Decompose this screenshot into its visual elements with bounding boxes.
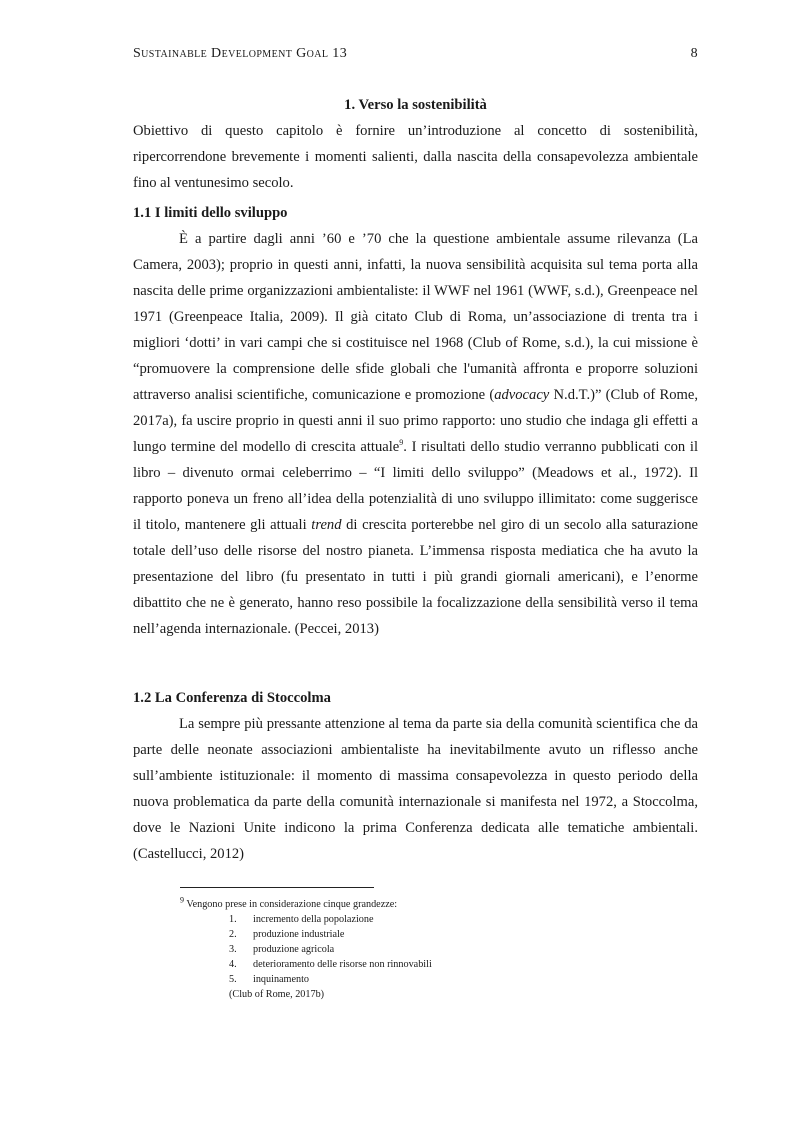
list-item: 2. produzione industriale	[229, 929, 345, 940]
list-item: 1. incremento della popolazione	[229, 914, 374, 925]
chapter-title: 1. Verso la sostenibilità	[344, 97, 487, 113]
section-title-1-1: 1.1 I limiti dello sviluppo	[133, 205, 288, 221]
section-1-2-paragraph: La sempre più pressante attenzione al tema da parte sia della comunità scientifica che da parte delle neonate associazioni ambientaliste ha inevitabilmente avuto un riflesso anche sull’ambiente istituzionale: il momento di massima consapevolezza in questo periodo della nuova problematica da parte della comunità internazionale si manifesta nel 1972, a Stoccolma, dove le Nazioni Unite indicono la prima Conferenza dedicata alle tematiche ambientali. (Castellucci, 2012)	[133, 716, 698, 862]
footnote-intro: $^9$ Vengono prese in considerazione cinque grandezze:	[180, 895, 398, 910]
footnote-reference: 9	[399, 438, 404, 448]
section-1-2	[133, 685, 698, 867]
list-item: 5. inquinamento	[229, 974, 310, 985]
footnote	[180, 897, 640, 1002]
footnote-source: (Club of Rome, 2017b)	[229, 989, 325, 1000]
footnote-list	[180, 912, 640, 987]
section-1-1-paragraph: È a partire dagli anni ’60 e ’70 che la questione ambientale assume rilevanza (La Camera, 2003); proprio in questi anni, infatti, la nuova sensibilità acquisita sul tema porta alla nascita delle prime organizzazioni ambientaliste: il WWF nel 1961 (WWF, s.d.), Greenpeace nel 1971 (Greenpeace Italia, 2009). Il già citato Club di Roma, un’associazione di trenta tra i migliori ‘dotti’ in vari campi che si costituisce nel 1968 (Club of Rome, s.d.), la cui missione è “promuovere la comprensione delle sfide globali che l'umanità affronta e proporre soluzioni attraverso analisi scientifiche, comunicazione e promozione (advocacy N.d.T.)” (Club of Rome, 2017a), fa uscire proprio in questi anni il suo primo rapporto: uno studio che indaga gli effetti a lungo termine del modello di crescita attuale$^9$. I risultati dello studio verranno pubblicati con il libro – divenuto ormai celeberrimo – “I limiti dello sviluppo” (Meadows et al., 1972). Il rapporto poneva un freno all’idea della potenzialità di uno sviluppo illimitato: come suggerisce il titolo, mantenere gli attuali trend di crescita porterebbe nel giro di un secolo alla saturazione totale dell’uso delle risorse del nostro pianeta. L’immensa risposta mediatica che ha avuto la presentazione del libro (fu presentato in tutti i più grandi giornali americani), e l’enorme dibattito che ne è generato, hanno reso possibile la focalizzazione della sensibilità verso il tema nell’agenda internazionale. (Peccei, 2013)	[133, 231, 699, 637]
chapter-block	[133, 92, 698, 196]
footnote-separator	[180, 887, 374, 888]
chapter-intro: Obiettivo di questo capitolo è fornire un’introduzione al concetto di sostenibilità, ripercorrendone brevemente i momenti salienti, dalla nascita della consapevolezza ambientale fino al ventunesimo secolo.	[133, 123, 698, 191]
running-header	[133, 46, 698, 62]
list-item: 4. deterioramento delle risorse non rinnovabili	[229, 959, 432, 970]
section-1-1	[133, 200, 698, 642]
page-number: 8	[690, 46, 698, 61]
list-item: 3. produzione agricola	[229, 944, 335, 955]
running-title: Sustainable Development Goal 13	[133, 46, 348, 61]
section-title-1-2: 1.2 La Conferenza di Stoccolma	[133, 690, 331, 706]
